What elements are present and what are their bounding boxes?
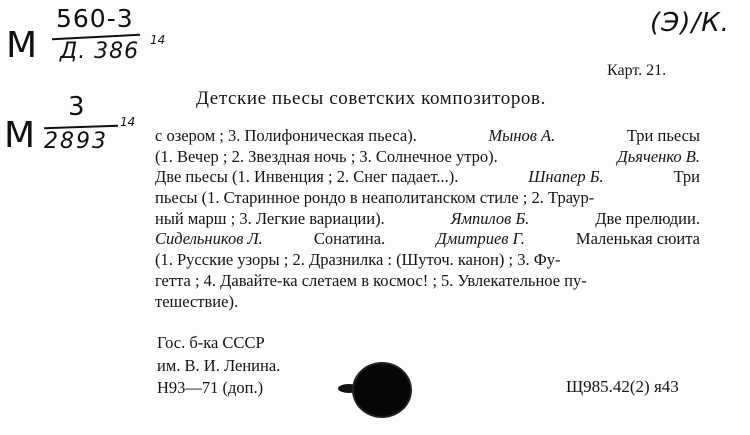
shelf-mark-1-superscript: 14 bbox=[150, 33, 166, 47]
body-segment: Три пьесы bbox=[626, 126, 700, 145]
author-name: Мынов А. bbox=[488, 126, 556, 145]
body-line bbox=[155, 209, 700, 230]
shelf-mark-1-numerator: 560-3 bbox=[56, 4, 134, 33]
body-segment: Две прелюдии. bbox=[595, 208, 700, 228]
body-line bbox=[155, 271, 700, 292]
author-name: Дмитриев Г. bbox=[436, 229, 525, 249]
body-segment: Маленькая сюита bbox=[575, 229, 700, 249]
body-segment: ный марш ; 3. Легкие вариации). bbox=[155, 208, 385, 228]
shelf-mark-1-letter: М bbox=[6, 25, 38, 66]
library-name: Гос. б-ка СССР bbox=[157, 333, 265, 352]
library-name-dedication: им. В. И. Ленина. bbox=[157, 356, 281, 375]
body-segment: гетта ; 4. Давайте-ка слетаем в космос! ; 5. Увлекательное пу- bbox=[155, 270, 587, 290]
shelf-mark-2-superscript: 14 bbox=[120, 115, 136, 129]
body-line bbox=[155, 250, 700, 271]
card-body-text bbox=[155, 126, 700, 312]
body-line bbox=[155, 147, 700, 168]
card-title: Детские пьесы советских композиторов. bbox=[196, 88, 546, 109]
body-segment: тешествие). bbox=[155, 291, 239, 311]
corner-handwritten-note: (Э)/К. bbox=[650, 8, 730, 38]
classification-code: Щ985.42(2) я43 bbox=[566, 377, 679, 396]
card-number: Карт. 21. bbox=[607, 62, 667, 79]
body-segment: Две пьесы (1. Инвенция ; 2. Снег падает...). bbox=[155, 167, 459, 187]
body-line bbox=[155, 167, 700, 188]
body-line bbox=[155, 229, 700, 250]
library-card-code: Н93—71 (доп.) bbox=[157, 378, 264, 397]
body-segment: (1. Вечер ; 2. Звездная ночь ; 3. Солнечное утро). bbox=[155, 146, 498, 166]
body-line bbox=[155, 188, 700, 209]
card-punch-hole bbox=[354, 364, 410, 416]
shelf-mark-2-numerator: 3 bbox=[68, 92, 85, 122]
body-segment: пьесы (1. Старинное рондо в неаполитанском стиле ; 2. Траур- bbox=[155, 188, 595, 208]
author-name: Сидельников Л. bbox=[155, 229, 263, 249]
body-line bbox=[155, 292, 700, 313]
author-name: Дьяченко В. bbox=[617, 146, 700, 166]
shelf-mark-1-denominator: Д. 386 bbox=[60, 39, 140, 64]
author-name: Ямпилов Б. bbox=[450, 208, 530, 228]
author-name: Шнапер Б. bbox=[528, 167, 604, 187]
body-segment: Три bbox=[673, 167, 700, 187]
body-segment: с озером ; 3. Полифоническая пьеса). bbox=[155, 126, 417, 145]
body-segment: (1. Русские узоры ; 2. Дразнилка : (Шуточ. канон) ; 3. Фу- bbox=[155, 250, 561, 270]
body-segment: Сонатина. bbox=[313, 229, 386, 249]
shelf-mark-2-letter: М bbox=[4, 115, 36, 156]
shelf-mark-2-denominator: 2893 bbox=[44, 129, 108, 154]
body-line bbox=[155, 126, 700, 147]
